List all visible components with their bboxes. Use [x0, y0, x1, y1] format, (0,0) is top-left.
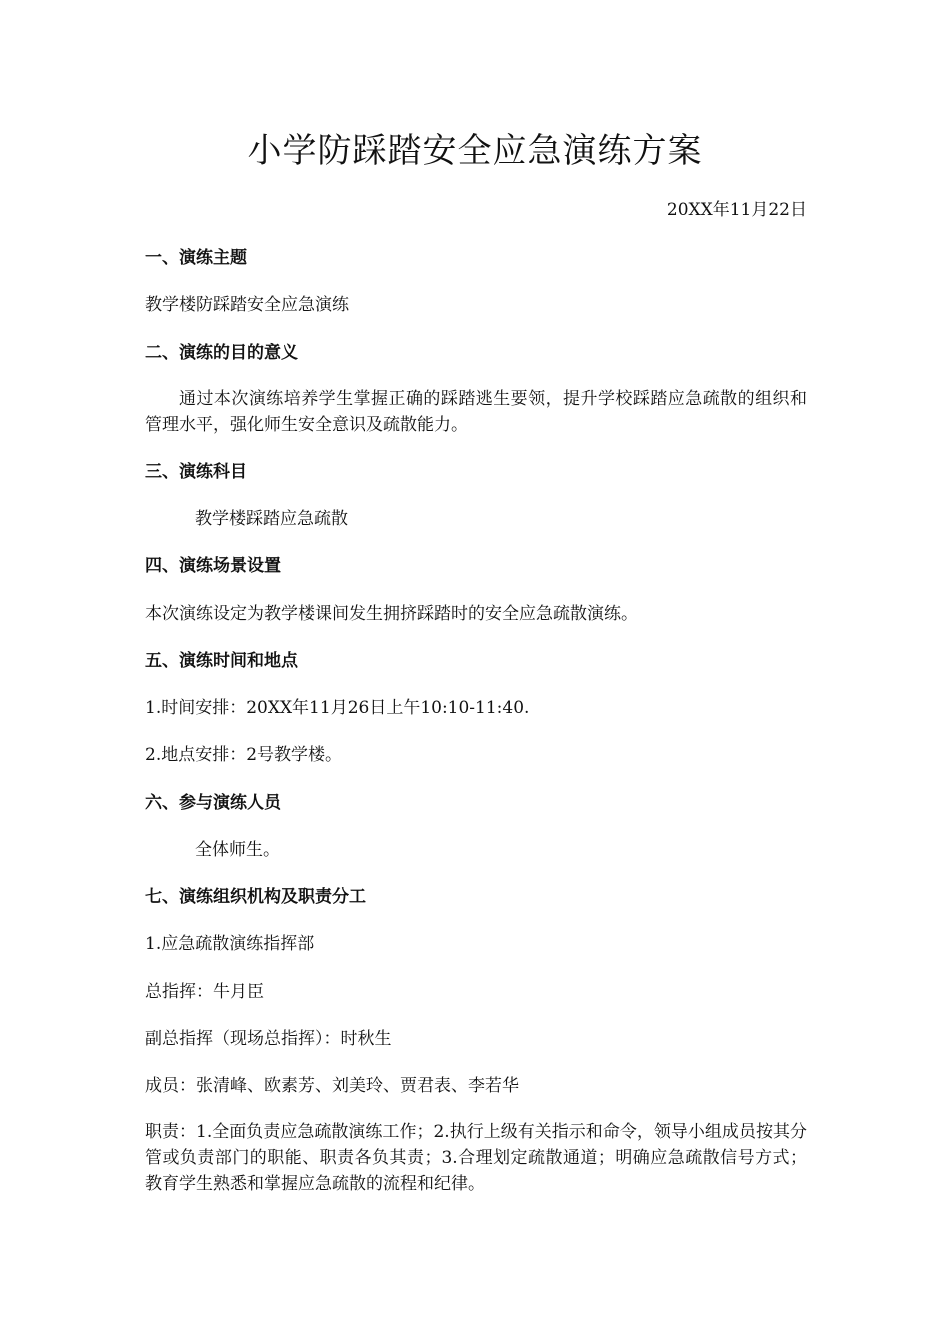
section-heading-scenario: 四、演练场景设置	[145, 556, 281, 576]
section-heading-participants: 六、参与演练人员	[145, 793, 281, 813]
document-title: 小学防踩踏安全应急演练方案	[247, 131, 703, 171]
section-heading-time-place: 五、演练时间和地点	[145, 651, 298, 671]
section-body-commander: 总指挥：牛月臣	[145, 982, 264, 1002]
section-body-theme: 教学楼防踩踏安全应急演练	[145, 295, 349, 315]
section-body-scenario: 本次演练设定为教学楼课间发生拥挤踩踏时的安全应急疏散演练。	[145, 604, 638, 624]
section-body-command: 1.应急疏散演练指挥部	[145, 934, 315, 954]
section-heading-theme: 一、演练主题	[145, 248, 247, 268]
section-body-duties: 职责：1.全面负责应急疏散演练工作；2.执行上级有关指示和命令，领导小组成员按其分管或负责部门的职能、职责各负其责；3.合理划定疏散通道；明确应急疏散信号方式；教育学生熟悉和掌握应急疏散的流程和纪律。	[145, 1122, 807, 1194]
section-body-place: 2.地点安排：2号教学楼。	[145, 745, 343, 765]
section-body-subject: 教学楼踩踏应急疏散	[195, 509, 348, 529]
section-body-time: 1.时间安排：20XX年11月26日上午10:10-11:40.	[145, 698, 530, 718]
section-body-members: 成员：张清峰、欧素芳、刘美玲、贾君表、李若华	[145, 1076, 519, 1096]
section-heading-subject: 三、演练科目	[145, 462, 247, 482]
section-body-participants: 全体师生。	[195, 840, 280, 860]
section-body-purpose: 通过本次演练培养学生掌握正确的踩踏逃生要领，提升学校踩踏应急疏散的组织和管理水平，强化师生安全意识及疏散能力。	[145, 389, 807, 435]
section-heading-organization: 七、演练组织机构及职责分工	[145, 887, 366, 907]
section-heading-purpose: 二、演练的目的意义	[145, 343, 298, 363]
document-date: 20XX年11月22日	[666, 200, 807, 220]
section-body-deputy: 副总指挥（现场总指挥）：时秋生	[145, 1029, 392, 1049]
